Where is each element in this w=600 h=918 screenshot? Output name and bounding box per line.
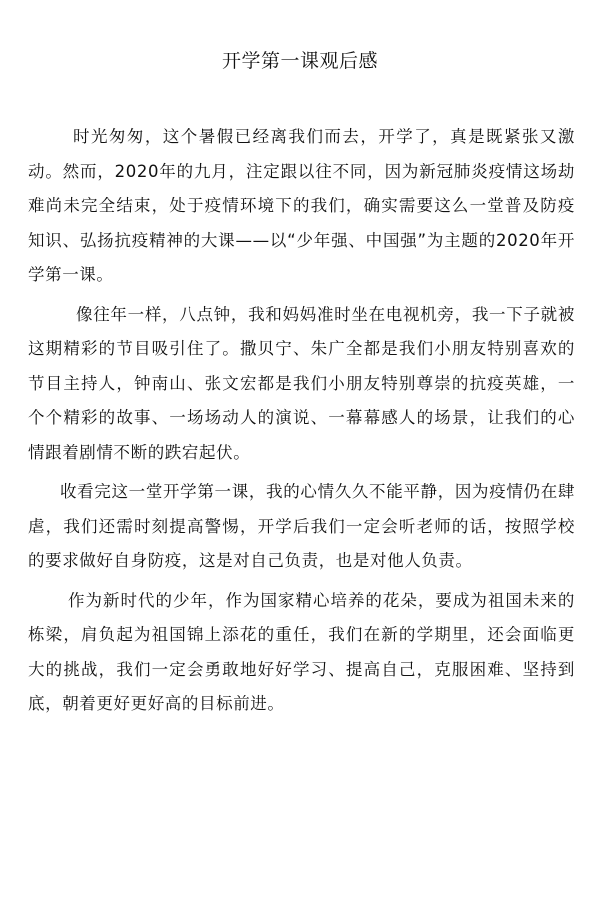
document-title: 开学第一课观后感 <box>221 50 378 72</box>
paragraph-1: 时光匆匆，这个暑假已经离我们而去，开学了，真是既紧张又激动。然而，2020年的九月，注定跟以往不同，因为新冠肺炎疫情这场劫难尚未完全结束，处于疫情环境下的我们，确实需要这么一堂普及防疫知识、弘扬抗疫精神的大课——以“少年强、中国强”为主题的2020年开学第一课。 <box>28 127 575 284</box>
paragraph-2: 像往年一样，八点钟，我和妈妈准时坐在电视机旁，我一下子就被这期精彩的节目吸引住了。撒贝宁、朱广全都是我们小朋友特别喜欢的节目主持人，钟南山、张文宏都是我们小朋友特别尊崇的抗疫英雄，一个个精彩的故事、一场场动人的演说、一幕幕感人的场景，让我们的心情跟着剧情不断的跌宕起伏。 <box>28 304 575 462</box>
document-body <box>28 120 575 722</box>
paragraph-3: 收看完这一堂开学第一课，我的心情久久不能平静，因为疫情仍在肆虐，我们还需时刻提高警惕，开学后我们一定会听老师的话，按照学校的要求做好自身防疫，这是对自己负责，也是对他人负责。 <box>28 482 575 570</box>
paragraph-4: 作为新时代的少年，作为国家精心培养的花朵，要成为祖国未来的栋梁，肩负起为祖国锦上添花的重任，我们在新的学期里，还会面临更大的挑战，我们一定会勇敢地好好学习、提高自己，克服困难、坚持到底，朝着更好更好高的目标前进。 <box>28 590 575 713</box>
